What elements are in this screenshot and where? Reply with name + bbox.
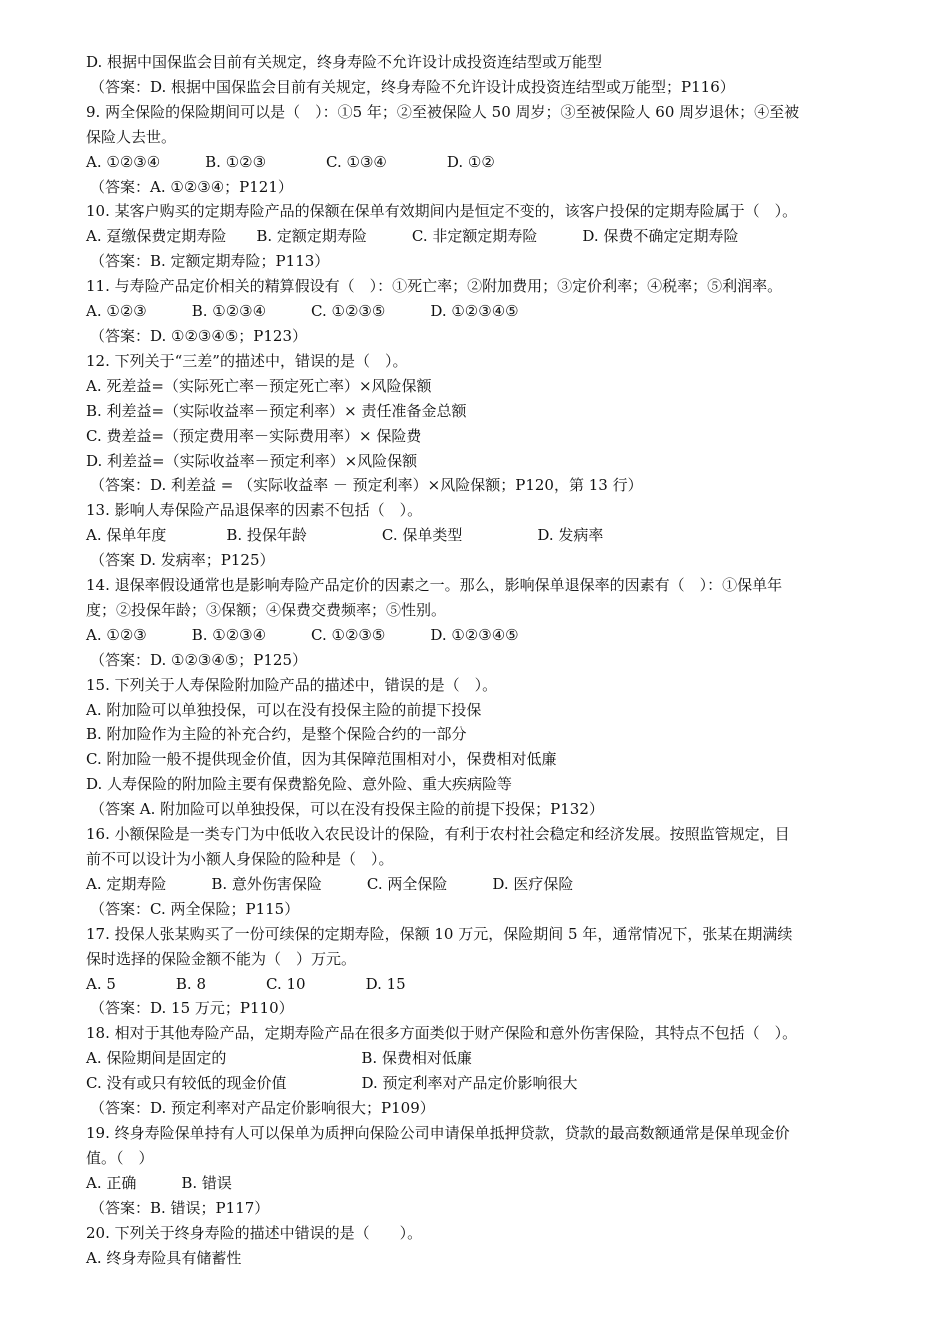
answer-line: （答案：D. 根据中国保监会目前有关规定，终身寿险不允许设计成投资连结型或万能型；P116） <box>90 77 735 96</box>
options-line: A. 保险期间是固定的 B. 保费相对低廉 <box>86 1049 472 1068</box>
question-line: 11. 与寿险产品定价相关的精算假设有（ ）：①死亡率；②附加费用；③定价利率；④税率；⑤利润率。 <box>86 277 783 296</box>
options-line: C. 没有或只有较低的现金价值 D. 预定利率对产品定价影响很大 <box>86 1074 578 1093</box>
options-line: A. ①②③ B. ①②③④ C. ①②③⑤ D. ①②③④⑤ <box>86 625 519 644</box>
answer-line: （答案 D. 发病率；P125） <box>90 551 275 570</box>
answer-line: （答案：D. 15 万元；P110） <box>90 999 294 1018</box>
options-line: B. 附加险作为主险的补充合约，是整个保险合约的一部分 <box>86 725 467 744</box>
question-line: 12. 下列关于“三差”的描述中，错误的是（ ）。 <box>86 351 408 370</box>
options-line: D. 人寿保险的附加险主要有保费豁免险、意外险、重大疾病险等 <box>86 775 513 794</box>
question-list <box>86 50 890 1270</box>
options-line: D. 利差益=（实际收益率－预定利率）×风险保额 <box>86 451 418 470</box>
answer-line: （答案：D. 利差益 = （实际收益率 － 预定利率）×风险保额；P120，第 13 行） <box>90 476 643 495</box>
options-line: A. 保单年度 B. 投保年龄 C. 保单类型 D. 发病率 <box>86 526 604 545</box>
options-line: A. 正确 B. 错误 <box>86 1173 232 1192</box>
answer-line: （答案：D. 预定利率对产品定价影响很大；P109） <box>90 1099 435 1118</box>
options-line: A. 5 B. 8 C. 10 D. 15 <box>86 974 406 993</box>
options-line: C. 附加险一般不提供现金价值，因为其保障范围相对小，保费相对低廉 <box>86 750 557 769</box>
options-line: A. 死差益=（实际死亡率－预定死亡率）×风险保额 <box>86 376 432 395</box>
question-line: 14. 退保率假设通常也是影响寿险产品定价的因素之一。那么，影响保单退保率的因素有（ ）：①保单年 <box>86 576 783 595</box>
question-line: 17. 投保人张某购买了一份可续保的定期寿险，保额 10 万元，保险期间 5 年，通常情况下，张某在期满续 <box>86 924 793 943</box>
options-line: C. 费差益=（预定费用率－实际费用率）× 保险费 <box>86 426 422 445</box>
question-line: 前不可以设计为小额人身保险的险种是（ ）。 <box>86 850 394 868</box>
answer-line: （答案：B. 错误；P117） <box>90 1198 270 1217</box>
question-line: 度；②投保年龄；③保额；④保费交费频率；⑤性别。 <box>86 600 447 619</box>
question-line: 9. 两全保险的保险期间可以是（ ）：①5 年；②至被保险人 50 周岁；③至被保险人 60 周岁退休；④至被 <box>86 102 800 121</box>
question-line: 保时选择的保险金额不能为（ ）万元。 <box>86 949 357 968</box>
answer-line: （答案：D. ①②③④⑤；P125） <box>90 650 307 669</box>
question-line: 保险人去世。 <box>86 127 177 146</box>
options-line: A. ①②③ B. ①②③④ C. ①②③⑤ D. ①②③④⑤ <box>86 302 519 321</box>
options-line: A. 定期寿险 B. 意外伤害保险 C. 两全保险 D. 医疗保险 <box>86 874 574 893</box>
options-line: A. 趸缴保费定期寿险 B. 定额定期寿险 C. 非定额定期寿险 D. 保费不确定定期寿险 <box>86 227 739 246</box>
question-line: 18. 相对于其他寿险产品，定期寿险产品在很多方面类似于财产保险和意外伤害保险，其特点不包括（ ）。 <box>86 1024 798 1043</box>
options-line: D. 根据中国保监会目前有关规定，终身寿险不允许设计成投资连结型或万能型 <box>86 53 603 71</box>
answer-line: （答案：D. ①②③④⑤；P123） <box>90 326 307 345</box>
question-line: 19. 终身寿险保单持有人可以保单为质押向保险公司申请保单抵押贷款，贷款的最高数额通常是保单现金价 <box>86 1123 790 1142</box>
options-line: A. 附加险可以单独投保，可以在没有投保主险的前提下投保 <box>86 700 482 719</box>
options-line: B. 利差益=（实际收益率－预定利率）× 责任准备金总额 <box>86 401 467 420</box>
answer-line: （答案 A. 附加险可以单独投保，可以在没有投保主险的前提下投保；P132） <box>90 800 604 819</box>
answer-line: （答案：B. 定额定期寿险；P113） <box>90 252 330 271</box>
question-line: 15. 下列关于人寿保险附加险产品的描述中，错误的是（ ）。 <box>86 675 498 694</box>
answer-line: （答案：A. ①②③④；P121） <box>90 177 293 196</box>
question-line: 20. 下列关于终身寿险的描述中错误的是（ ）。 <box>86 1223 423 1242</box>
question-line: 10. 某客户购买的定期寿险产品的保额在保单有效期间内是恒定不变的，该客户投保的定期寿险属于（ ）。 <box>86 202 798 221</box>
question-line: 值。（ ） <box>86 1148 154 1167</box>
answer-line: （答案：C. 两全保险；P115） <box>90 899 300 918</box>
question-line: 16. 小额保险是一类专门为中低收入农民设计的保险，有利于农村社会稳定和经济发展。按照监管规定，目 <box>86 825 790 844</box>
options-line: A. 终身寿险具有储蓄性 <box>86 1248 242 1267</box>
question-line: 13. 影响人寿保险产品退保率的因素不包括（ ）。 <box>86 501 423 520</box>
options-line: A. ①②③④ B. ①②③ C. ①③④ D. ①② <box>86 152 495 171</box>
